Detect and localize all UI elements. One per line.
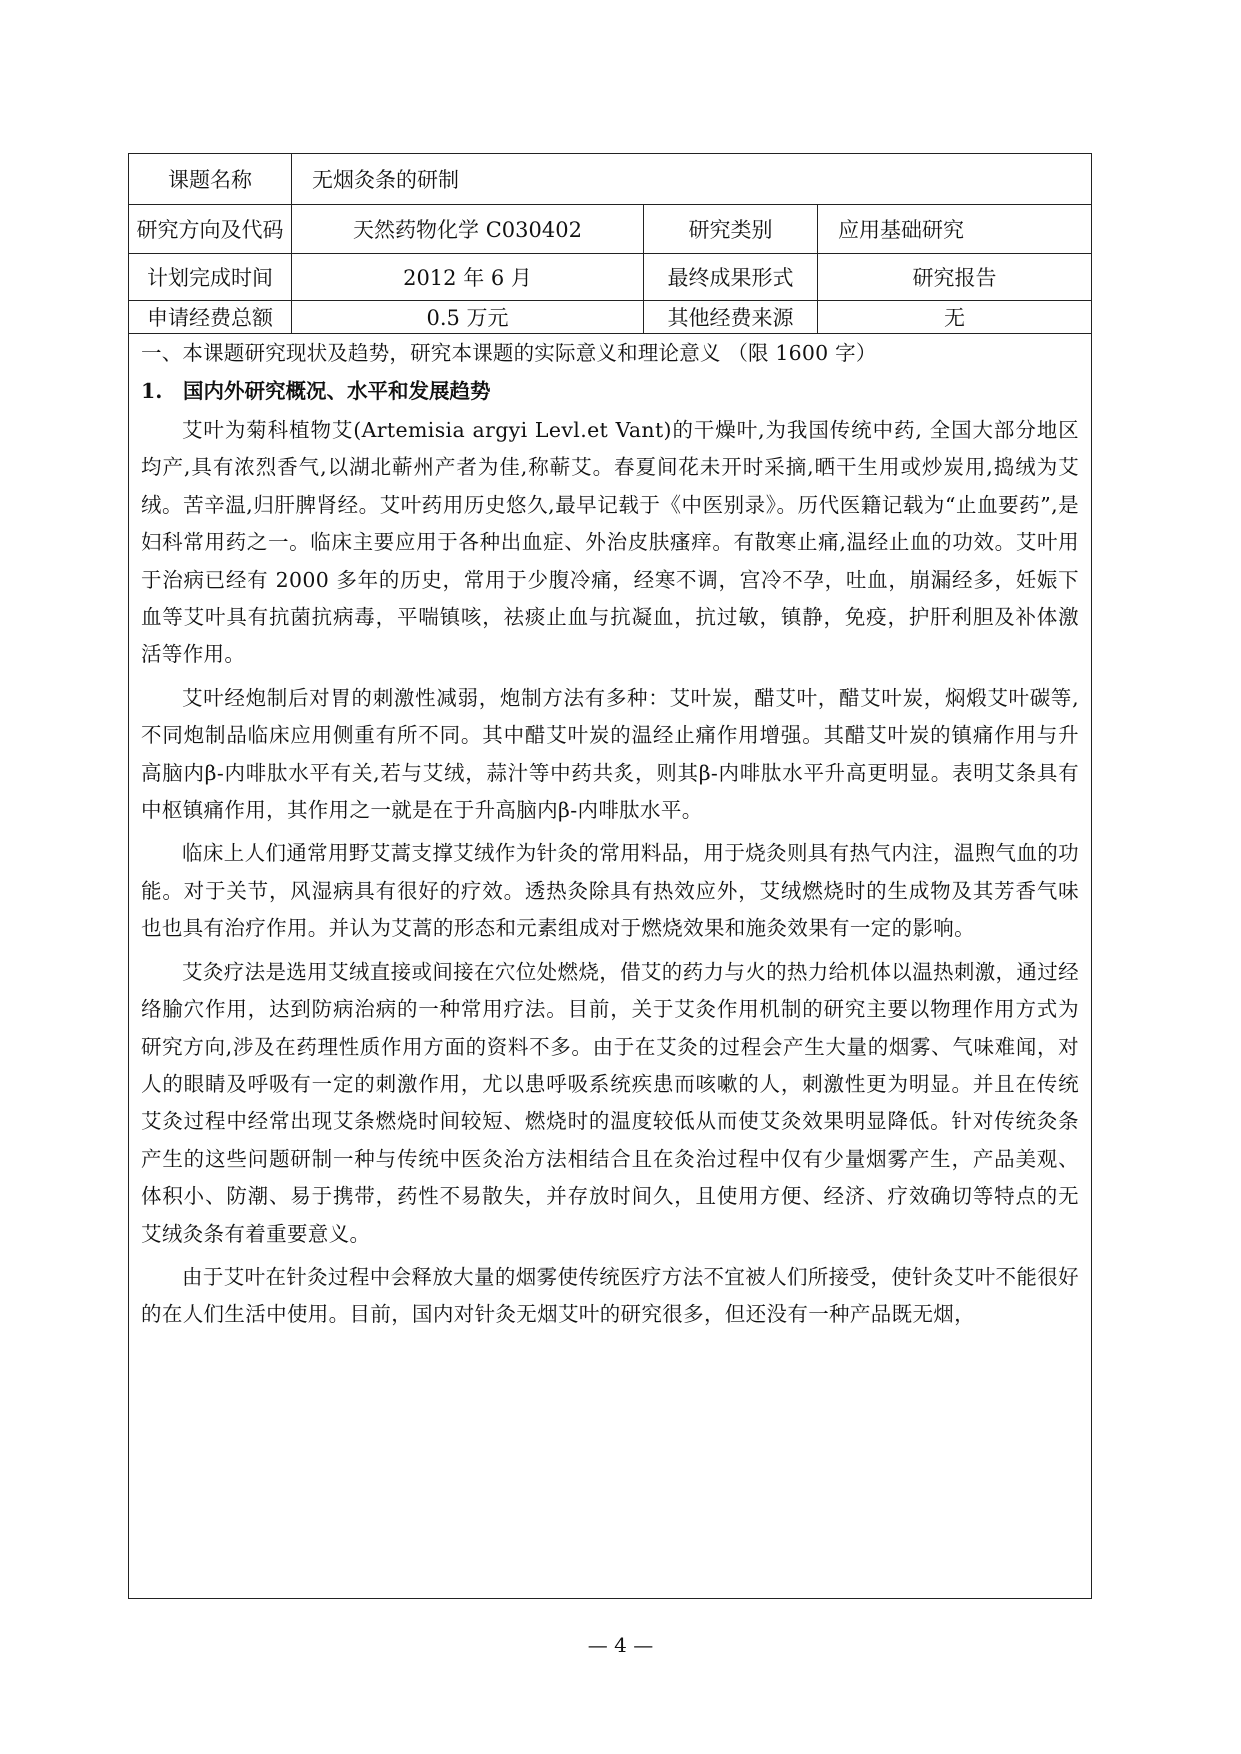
sub-heading-text: 国内外研究概况、水平和发展趋势 (183, 379, 491, 403)
label-final-result-form: 最终成果形式 (643, 254, 817, 300)
value-other-funding-source: 无 (817, 301, 1091, 333)
value-topic-name: 无烟灸条的研制 (291, 154, 1091, 204)
sub-heading (141, 376, 1079, 406)
paragraph: 临床上人们通常用野艾蒿支撑艾绒作为针灸的常用料品，用于烧灸则具有热气内注，温煦气血的功能。对于关节，风湿病具有很好的疗效。透热灸除具有热效应外，艾绒燃烧时的生成物及其芳香气味也也具有治疗作用。并认为艾蒿的形态和元素组成对于燃烧效果和施灸效果有一定的影响。 (141, 841, 1079, 941)
label-total-funding: 申请经费总额 (147, 306, 273, 330)
value-completion-time: 2012 年 6 月 (291, 254, 643, 300)
value-research-category: 应用基础研究 (817, 205, 1091, 253)
content-cell (129, 334, 1091, 1598)
row-research-direction (129, 205, 1091, 254)
label-other-funding-source: 其他经费来源 (643, 301, 817, 333)
section-heading: 一、本课题研究现状及趋势，研究本课题的实际意义和理论意义 （限 1600 字） (141, 341, 877, 365)
label-completion-time: 计划完成时间 (147, 266, 273, 290)
paragraph: 由于艾叶在针灸过程中会释放大量的烟雾使传统医疗方法不宜被人们所接受，使针灸艾叶不能很好的在人们生活中使用。目前，国内对针灸无烟艾叶的研究很多，但还没有一种产品既无烟， (141, 1264, 1079, 1327)
value-final-result-form: 研究报告 (817, 254, 1091, 300)
label-topic-name: 课题名称 (168, 168, 252, 192)
value-total-funding: 0.5 万元 (291, 301, 643, 333)
row-topic-name (129, 154, 1091, 205)
value-research-direction: 天然药物化学 C030402 (291, 205, 643, 253)
page-number: — 4 — (587, 1633, 654, 1657)
paragraph: 艾叶为菊科植物艾(Artemisia argyi Levl.et Vant)的干燥叶,为我国传统中药, 全国大部分地区均产,具有浓烈香气,以湖北蕲州产者为佳,称蕲艾。春夏间花未开时采摘,晒干生用或炒炭用,捣绒为艾绒。苦辛温,归肝脾肾经。艾叶药用历史悠久,最早记载于《中医别录》。历代医籍记载为“止血要药”,是妇科常用药之一。临床主要应用于各种出血症、外治皮肤瘙痒。有散寒止痛,温经止血的功效。艾叶用于治病已经有 2000 多年的历史，常用于少腹冷痛，经寒不调，宫冷不孕，吐血，崩漏经多，妊娠下血等艾叶具有抗菌抗病毒，平喘镇咳，祛痰止血与抗凝血，抗过敏，镇静，免疫，护肝利胆及补体激活等作用。 (141, 418, 1079, 667)
row-completion-time (129, 254, 1091, 301)
paragraph: 艾灸疗法是选用艾绒直接或间接在穴位处燃烧，借艾的药力与火的热力给机体以温热刺激，通过经络腧穴作用，达到防病治病的一种常用疗法。目前，关于艾灸作用机制的研究主要以物理作用方式为研究方向,涉及在药理性质作用方面的资料不多。由于在艾灸的过程会产生大量的烟雾、气味难闻，对人的眼睛及呼吸有一定的刺激作用，尤以患呼吸系统疾患而咳嗽的人，刺激性更为明显。并且在传统艾灸过程中经常出现艾条燃烧时间较短、燃烧时的温度较低从而使艾灸效果明显降低。针对传统灸条产生的这些问题研制一种与传统中医灸治方法相结合且在灸治过程中仅有少量烟雾产生，产品美观、体积小、防潮、易于携带，药性不易散失，并存放时间久，且使用方便、经济、疗效确切等特点的无艾绒灸条有着重要意义。 (141, 959, 1079, 1246)
label-research-category: 研究类别 (643, 205, 817, 253)
sub-heading-number: 1. (141, 379, 163, 403)
application-form-table (128, 153, 1092, 1599)
paragraph: 艾叶经炮制后对胃的刺激性减弱，炮制方法有多种：艾叶炭，醋艾叶，醋艾叶炭，焖煅艾叶碳等,不同炮制品临床应用侧重有所不同。其中醋艾叶炭的温经止痛作用增强。其醋艾叶炭的镇痛作用与升高脑内β-内啡肽水平有关,若与艾绒，蒜汁等中药共炙，则其β-内啡肽水平升高更明显。表明艾条具有中枢镇痛作用，其作用之一就是在于升高脑内β-内啡肽水平。 (141, 685, 1079, 823)
row-funding (129, 301, 1091, 334)
label-research-direction: 研究方向及代码 (136, 218, 284, 242)
